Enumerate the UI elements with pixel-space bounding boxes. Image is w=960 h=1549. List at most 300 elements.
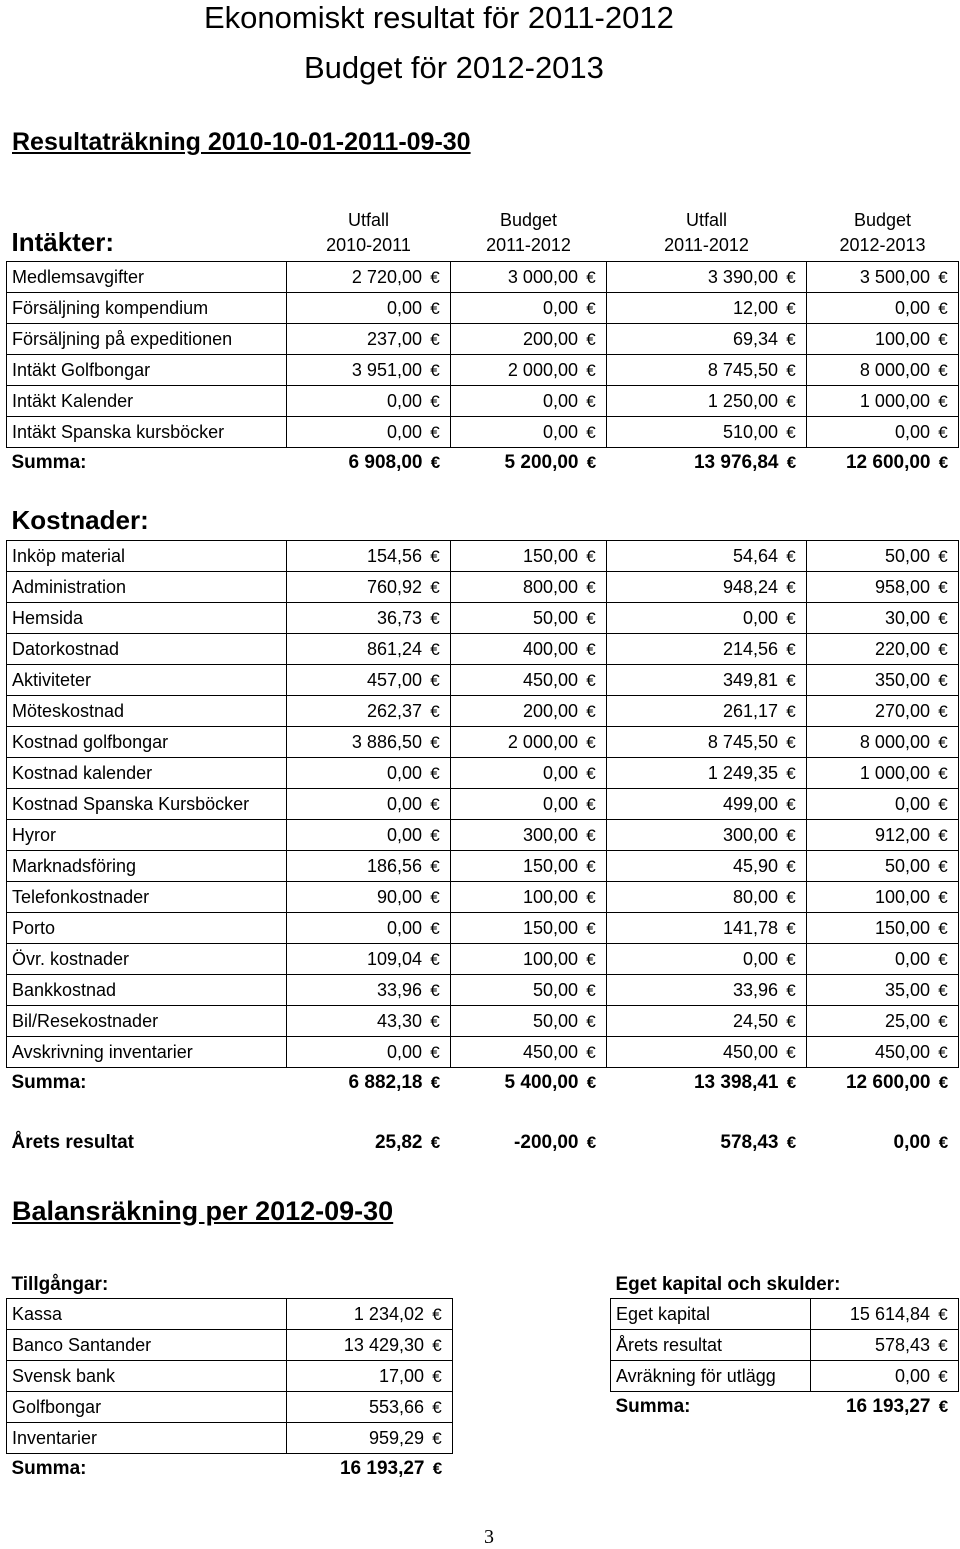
value-cell: 50,00 € <box>807 541 959 572</box>
currency-symbol: € <box>786 949 796 969</box>
currency-symbol: € <box>786 298 796 318</box>
currency-symbol: € <box>430 298 440 318</box>
currency-symbol: € <box>586 1073 597 1092</box>
value-cell: 1 000,00 € <box>807 758 959 789</box>
table-row <box>7 634 959 665</box>
row-label: Summa: <box>11 1072 87 1093</box>
value-cell: 3 886,50 € <box>287 727 451 758</box>
currency-symbol: € <box>586 670 596 690</box>
table-row <box>7 541 959 572</box>
currency-symbol: € <box>786 1133 797 1152</box>
value-cell: 0,00 € <box>607 603 807 634</box>
row-label: Inköp material <box>7 541 287 572</box>
value-cell: 578,43 € <box>607 1128 807 1158</box>
value-cell: 186,56 € <box>287 851 451 882</box>
value-cell: 6 882,18 € <box>287 1068 451 1099</box>
row-label: Årets resultat <box>611 1330 811 1361</box>
table-row <box>611 1330 959 1361</box>
row-label: Övr. kostnader <box>7 944 287 975</box>
currency-symbol: € <box>938 391 948 411</box>
currency-symbol: € <box>430 639 440 659</box>
costs-header-row <box>7 478 959 541</box>
value-cell: 300,00 € <box>451 820 607 851</box>
value-cell: 0,00 € <box>287 789 451 820</box>
currency-symbol: € <box>430 1073 441 1092</box>
row-label: Intäkt Spanska kursböcker <box>7 417 287 448</box>
currency-symbol: € <box>786 422 796 442</box>
currency-symbol: € <box>938 980 948 1000</box>
value-cell: 12 600,00 € <box>807 448 959 479</box>
table-row <box>7 696 959 727</box>
currency-symbol: € <box>586 949 596 969</box>
currency-symbol: € <box>586 1011 596 1031</box>
currency-symbol: € <box>786 1073 797 1092</box>
page-title-line-2: Budget för 2012-2013 <box>304 50 604 85</box>
table-row <box>7 1361 453 1392</box>
table-row <box>7 262 959 293</box>
column-header: Utfall 2011-2012 <box>664 210 749 255</box>
currency-symbol: € <box>938 701 948 721</box>
currency-symbol: € <box>938 298 948 318</box>
value-cell: 0,00 € <box>287 913 451 944</box>
currency-symbol: € <box>786 763 796 783</box>
value-cell: 150,00 € <box>451 541 607 572</box>
row-label: Kostnad Spanska Kursböcker <box>7 789 287 820</box>
value-cell: 0,00 € <box>807 789 959 820</box>
value-cell: 30,00 € <box>807 603 959 634</box>
income-statement-table <box>6 196 959 1158</box>
value-cell: 0,00 € <box>287 293 451 324</box>
value-cell: 0,00 € <box>607 944 807 975</box>
table-row <box>7 293 959 324</box>
row-label: Marknadsföring <box>7 851 287 882</box>
value-cell: 69,34 € <box>607 324 807 355</box>
row-label: Kostnad kalender <box>7 758 287 789</box>
currency-symbol: € <box>432 1366 442 1386</box>
value-cell: 33,96 € <box>607 975 807 1006</box>
row-label: Möteskostnad <box>7 696 287 727</box>
value-cell: 13 429,30 € <box>287 1330 453 1361</box>
value-cell: 400,00 € <box>451 634 607 665</box>
currency-symbol: € <box>430 763 440 783</box>
row-label: Årets resultat <box>11 1132 134 1153</box>
currency-symbol: € <box>786 360 796 380</box>
currency-symbol: € <box>786 391 796 411</box>
value-cell: 1 250,00 € <box>607 386 807 417</box>
currency-symbol: € <box>786 267 796 287</box>
table-row <box>7 355 959 386</box>
income-header-row <box>7 196 959 262</box>
value-cell: 15 614,84 € <box>811 1299 959 1330</box>
row-label: Hemsida <box>7 603 287 634</box>
currency-symbol: € <box>938 267 948 287</box>
table-row <box>7 975 959 1006</box>
currency-symbol: € <box>938 825 948 845</box>
currency-symbol: € <box>430 608 440 628</box>
currency-symbol: € <box>786 732 796 752</box>
value-cell: 499,00 € <box>607 789 807 820</box>
assets-total-row <box>7 1454 453 1485</box>
value-cell: 457,00 € <box>287 665 451 696</box>
table-row <box>7 1392 453 1423</box>
value-cell: 200,00 € <box>451 324 607 355</box>
currency-symbol: € <box>786 1042 796 1062</box>
page-number: 3 <box>484 1526 494 1548</box>
row-label: Summa: <box>11 1458 87 1479</box>
value-cell: 100,00 € <box>451 944 607 975</box>
value-cell: 24,50 € <box>607 1006 807 1037</box>
currency-symbol: € <box>430 422 440 442</box>
currency-symbol: € <box>938 949 948 969</box>
table-row <box>611 1299 959 1330</box>
value-cell: 35,00 € <box>807 975 959 1006</box>
row-label: Kostnad golfbongar <box>7 727 287 758</box>
value-cell: 3 500,00 € <box>807 262 959 293</box>
currency-symbol: € <box>430 1133 441 1152</box>
row-label: Försäljning på expeditionen <box>7 324 287 355</box>
currency-symbol: € <box>938 1304 948 1324</box>
value-cell: 150,00 € <box>451 913 607 944</box>
value-cell: 450,00 € <box>807 1037 959 1068</box>
value-cell: 0,00 € <box>287 386 451 417</box>
currency-symbol: € <box>430 267 440 287</box>
currency-symbol: € <box>786 825 796 845</box>
currency-symbol: € <box>786 856 796 876</box>
value-cell: 0,00 € <box>451 386 607 417</box>
value-cell: 16 193,27 € <box>845 1396 949 1417</box>
currency-symbol: € <box>430 329 440 349</box>
row-label: Bankkostnad <box>7 975 287 1006</box>
currency-symbol: € <box>430 701 440 721</box>
row-label: Porto <box>7 913 287 944</box>
table-row <box>7 789 959 820</box>
row-label: Avräkning för utlägg <box>611 1361 811 1392</box>
table-row <box>7 944 959 975</box>
currency-symbol: € <box>430 732 440 752</box>
value-cell: 912,00 € <box>807 820 959 851</box>
value-cell: 220,00 € <box>807 634 959 665</box>
currency-symbol: € <box>430 1042 440 1062</box>
value-cell: 760,92 € <box>287 572 451 603</box>
currency-symbol: € <box>938 1042 948 1062</box>
row-label: Avskrivning inventarier <box>7 1037 287 1068</box>
currency-symbol: € <box>430 794 440 814</box>
currency-symbol: € <box>430 887 440 907</box>
currency-symbol: € <box>938 1133 949 1152</box>
value-cell: 450,00 € <box>607 1037 807 1068</box>
liabilities-label: Eget kapital och skulder: <box>615 1274 841 1295</box>
value-cell: 553,66 € <box>287 1392 453 1423</box>
value-cell: 2 000,00 € <box>451 727 607 758</box>
value-cell: 13 976,84 € <box>607 448 807 479</box>
value-cell: 154,56 € <box>287 541 451 572</box>
currency-symbol: € <box>938 1011 948 1031</box>
row-label: Försäljning kompendium <box>7 293 287 324</box>
currency-symbol: € <box>430 360 440 380</box>
currency-symbol: € <box>938 639 948 659</box>
value-cell: 0,00 € <box>451 417 607 448</box>
table-row <box>7 1006 959 1037</box>
currency-symbol: € <box>432 1304 442 1324</box>
currency-symbol: € <box>786 918 796 938</box>
value-cell: 25,82 € <box>287 1128 451 1158</box>
row-label: Intäkt Golfbongar <box>7 355 287 386</box>
value-cell: 450,00 € <box>451 665 607 696</box>
currency-symbol: € <box>938 422 948 442</box>
currency-symbol: € <box>586 267 596 287</box>
currency-symbol: € <box>938 887 948 907</box>
value-cell: 200,00 € <box>451 696 607 727</box>
table-row <box>7 882 959 913</box>
currency-symbol: € <box>430 1011 440 1031</box>
currency-symbol: € <box>586 887 596 907</box>
value-cell: 50,00 € <box>807 851 959 882</box>
value-cell: 0,00 € <box>287 820 451 851</box>
value-cell: 100,00 € <box>807 882 959 913</box>
value-cell: 800,00 € <box>451 572 607 603</box>
value-cell: 109,04 € <box>287 944 451 975</box>
value-cell: 0,00 € <box>807 1128 959 1158</box>
value-cell: 1 234,02 € <box>287 1299 453 1330</box>
currency-symbol: € <box>938 577 948 597</box>
currency-symbol: € <box>938 1366 948 1386</box>
currency-symbol: € <box>586 794 596 814</box>
spacer-row <box>7 1098 959 1128</box>
row-label: Svensk bank <box>7 1361 287 1392</box>
currency-symbol: € <box>586 546 596 566</box>
value-cell: 3 390,00 € <box>607 262 807 293</box>
column-header: Budget 2011-2012 <box>486 210 571 255</box>
value-cell: 578,43 € <box>811 1330 959 1361</box>
value-cell: 0,00 € <box>287 417 451 448</box>
table-row <box>7 851 959 882</box>
value-cell: 8 000,00 € <box>807 355 959 386</box>
value-cell: 510,00 € <box>607 417 807 448</box>
value-cell: 36,73 € <box>287 603 451 634</box>
currency-symbol: € <box>430 670 440 690</box>
currency-symbol: € <box>938 1335 948 1355</box>
currency-symbol: € <box>586 1042 596 1062</box>
currency-symbol: € <box>786 701 796 721</box>
table-row <box>7 1330 453 1361</box>
value-cell: 8 000,00 € <box>807 727 959 758</box>
value-cell: 0,00 € <box>451 789 607 820</box>
table-row <box>7 1423 453 1454</box>
income-statement-heading: Resultaträkning 2010-10-01-2011-09-30 <box>12 128 471 156</box>
table-row <box>7 758 959 789</box>
value-cell: 8 745,50 € <box>607 355 807 386</box>
currency-symbol: € <box>938 546 948 566</box>
annual-result-row <box>7 1128 959 1158</box>
currency-symbol: € <box>430 453 441 472</box>
value-cell: 16 193,27 € <box>339 1458 443 1479</box>
value-cell: 0,00 € <box>807 417 959 448</box>
column-header: Budget 2012-2013 <box>839 210 926 255</box>
currency-symbol: € <box>586 360 596 380</box>
value-cell: 45,90 € <box>607 851 807 882</box>
row-label: Inventarier <box>7 1423 287 1454</box>
currency-symbol: € <box>938 608 948 628</box>
currency-symbol: € <box>586 453 597 472</box>
currency-symbol: € <box>586 298 596 318</box>
currency-symbol: € <box>586 639 596 659</box>
value-cell: 1 000,00 € <box>807 386 959 417</box>
currency-symbol: € <box>786 794 796 814</box>
currency-symbol: € <box>938 856 948 876</box>
currency-symbol: € <box>938 360 948 380</box>
currency-symbol: € <box>786 453 797 472</box>
value-cell: 0,00 € <box>287 1037 451 1068</box>
value-cell: 958,00 € <box>807 572 959 603</box>
value-cell: 90,00 € <box>287 882 451 913</box>
value-cell: 17,00 € <box>287 1361 453 1392</box>
table-row <box>7 820 959 851</box>
row-label: Eget kapital <box>611 1299 811 1330</box>
table-row <box>7 665 959 696</box>
table-row <box>7 572 959 603</box>
value-cell: 25,00 € <box>807 1006 959 1037</box>
currency-symbol: € <box>938 1073 949 1092</box>
table-row <box>7 386 959 417</box>
value-cell: 0,00 € <box>451 293 607 324</box>
currency-symbol: € <box>586 763 596 783</box>
value-cell: 959,29 € <box>287 1423 453 1454</box>
value-cell: 150,00 € <box>451 851 607 882</box>
currency-symbol: € <box>586 577 596 597</box>
currency-symbol: € <box>586 329 596 349</box>
row-label: Kassa <box>7 1299 287 1330</box>
currency-symbol: € <box>430 577 440 597</box>
currency-symbol: € <box>432 1428 442 1448</box>
row-label: Summa: <box>11 452 87 473</box>
income-total-row <box>7 448 959 479</box>
currency-symbol: € <box>586 1133 597 1152</box>
row-label: Aktiviteter <box>7 665 287 696</box>
value-cell: 0,00 € <box>807 944 959 975</box>
value-cell: 349,81 € <box>607 665 807 696</box>
table-row <box>7 417 959 448</box>
income-section-label: Intäkter: <box>11 227 115 257</box>
value-cell: 54,64 € <box>607 541 807 572</box>
currency-symbol: € <box>432 1397 442 1417</box>
currency-symbol: € <box>432 1335 442 1355</box>
value-cell: 1 249,35 € <box>607 758 807 789</box>
costs-section-label: Kostnader: <box>11 505 149 535</box>
currency-symbol: € <box>586 422 596 442</box>
value-cell: 350,00 € <box>807 665 959 696</box>
value-cell: 33,96 € <box>287 975 451 1006</box>
row-label: Banco Santander <box>7 1330 287 1361</box>
currency-symbol: € <box>786 329 796 349</box>
value-cell: 300,00 € <box>607 820 807 851</box>
row-label: Medlemsavgifter <box>7 262 287 293</box>
page-title-line-1: Ekonomiskt resultat för 2011-2012 <box>204 0 674 35</box>
table-row <box>7 1299 453 1330</box>
currency-symbol: € <box>586 701 596 721</box>
value-cell: 141,78 € <box>607 913 807 944</box>
value-cell: 5 200,00 € <box>451 448 607 479</box>
currency-symbol: € <box>586 391 596 411</box>
value-cell: 3 000,00 € <box>451 262 607 293</box>
currency-symbol: € <box>586 918 596 938</box>
value-cell: 0,00 € <box>287 758 451 789</box>
value-cell: 0,00 € <box>811 1361 959 1392</box>
row-label: Intäkt Kalender <box>7 386 287 417</box>
value-cell: 214,56 € <box>607 634 807 665</box>
currency-symbol: € <box>430 856 440 876</box>
value-cell: 50,00 € <box>451 1006 607 1037</box>
value-cell: 948,24 € <box>607 572 807 603</box>
currency-symbol: € <box>586 825 596 845</box>
currency-symbol: € <box>938 670 948 690</box>
currency-symbol: € <box>938 794 948 814</box>
currency-symbol: € <box>430 949 440 969</box>
currency-symbol: € <box>786 577 796 597</box>
currency-symbol: € <box>786 1011 796 1031</box>
currency-symbol: € <box>586 608 596 628</box>
currency-symbol: € <box>938 453 949 472</box>
currency-symbol: € <box>430 980 440 1000</box>
balance-sheet-heading: Balansräkning per 2012-09-30 <box>12 1196 394 1226</box>
column-header: Utfall 2010-2011 <box>326 210 411 255</box>
table-row <box>7 727 959 758</box>
value-cell: 12,00 € <box>607 293 807 324</box>
row-label: Hyror <box>7 820 287 851</box>
assets-header-row <box>7 1262 453 1299</box>
currency-symbol: € <box>586 732 596 752</box>
currency-symbol: € <box>430 825 440 845</box>
value-cell: 2 000,00 € <box>451 355 607 386</box>
table-row <box>7 913 959 944</box>
value-cell: 50,00 € <box>451 975 607 1006</box>
value-cell: 261,17 € <box>607 696 807 727</box>
assets-table <box>6 1262 453 1484</box>
value-cell: 80,00 € <box>607 882 807 913</box>
assets-label: Tillgångar: <box>11 1274 109 1295</box>
value-cell: 270,00 € <box>807 696 959 727</box>
row-label: Summa: <box>615 1396 691 1417</box>
currency-symbol: € <box>786 639 796 659</box>
table-row <box>7 324 959 355</box>
currency-symbol: € <box>938 329 948 349</box>
value-cell: 100,00 € <box>451 882 607 913</box>
value-cell: 6 908,00 € <box>287 448 451 479</box>
currency-symbol: € <box>430 918 440 938</box>
currency-symbol: € <box>786 608 796 628</box>
value-cell: 0,00 € <box>451 758 607 789</box>
row-label: Datorkostnad <box>7 634 287 665</box>
currency-symbol: € <box>938 763 948 783</box>
value-cell: 100,00 € <box>807 324 959 355</box>
value-cell: 13 398,41 € <box>607 1068 807 1099</box>
table-row <box>7 603 959 634</box>
currency-symbol: € <box>938 918 948 938</box>
value-cell: 3 951,00 € <box>287 355 451 386</box>
currency-symbol: € <box>430 391 440 411</box>
costs-total-row <box>7 1068 959 1099</box>
value-cell: 262,37 € <box>287 696 451 727</box>
currency-symbol: € <box>786 980 796 1000</box>
currency-symbol: € <box>586 980 596 1000</box>
currency-symbol: € <box>938 732 948 752</box>
value-cell: 0,00 € <box>807 293 959 324</box>
value-cell: 2 720,00 € <box>287 262 451 293</box>
value-cell: 50,00 € <box>451 603 607 634</box>
value-cell: 237,00 € <box>287 324 451 355</box>
value-cell: 861,24 € <box>287 634 451 665</box>
table-row <box>611 1361 959 1392</box>
currency-symbol: € <box>786 887 796 907</box>
